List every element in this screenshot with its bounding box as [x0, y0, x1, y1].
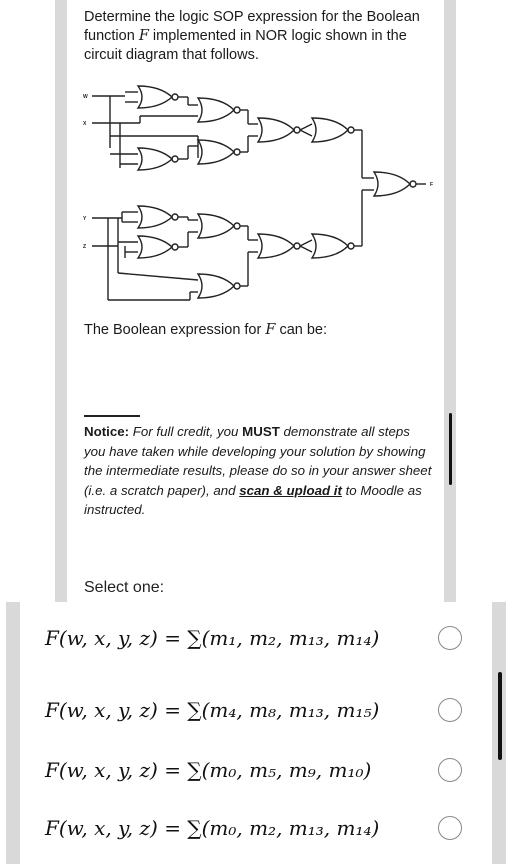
notice-label: Notice: — [84, 424, 130, 439]
option-label: F(w, x, y, z) = ∑(m₀, m₅, m₉, m₁₀) — [45, 758, 372, 782]
notice-text-part: to Moodle as instructed. — [84, 482, 422, 517]
option-label: F(w, x, y, z) = ∑(m₀, m₂, m₁₃, m₁₄) — [45, 816, 380, 840]
output-label-f: F — [430, 182, 434, 188]
option-1[interactable] — [45, 620, 475, 656]
radio-button[interactable] — [438, 698, 462, 722]
notice-text — [84, 422, 432, 520]
option-3[interactable] — [45, 752, 475, 788]
input-label-w: W — [83, 94, 88, 100]
question-text-part: implemented in NOR logic shown in the circuit diagram that follows. — [84, 28, 407, 63]
function-name: F — [138, 28, 149, 44]
options-panel — [0, 602, 512, 864]
answer-prompt-part: can be: — [275, 322, 328, 338]
radio-button[interactable] — [438, 816, 462, 840]
function-name: F — [265, 322, 276, 338]
select-one-label: Select one: — [84, 579, 165, 596]
input-label-x: X — [83, 121, 87, 127]
left-margin-bar — [6, 602, 20, 864]
input-label-y: Y — [83, 216, 87, 222]
option-label: F(w, x, y, z) = ∑(m₄, m₈, m₁₃, m₁₅) — [45, 698, 380, 722]
scrollbar-thumb[interactable] — [498, 672, 502, 760]
question-text — [84, 8, 424, 65]
input-label-z: Z — [83, 244, 87, 250]
scan-upload-link[interactable]: scan & upload it — [239, 482, 342, 498]
notice-emphasis: MUST — [242, 424, 280, 439]
notice-text-part: demonstrate all steps you have taken while developing your solution by showing the intermediate results, please do so in your answer sheet (i.e. a scratch paper), and — [84, 424, 432, 498]
option-4[interactable] — [45, 810, 475, 846]
divider — [84, 415, 140, 417]
radio-button[interactable] — [438, 626, 462, 650]
radio-button[interactable] — [438, 758, 462, 782]
question-text-part: Determine the logic SOP expression for the Boolean function — [84, 9, 420, 44]
scrollbar-thumb[interactable] — [449, 413, 452, 485]
answer-prompt — [84, 322, 327, 338]
nor-circuit-diagram — [80, 78, 440, 310]
notice-text-part: For full credit, you — [129, 424, 243, 439]
answer-prompt-part: The Boolean expression for — [84, 322, 266, 338]
option-label: F(w, x, y, z) = ∑(m₁, m₂, m₁₃, m₁₄) — [45, 626, 380, 650]
left-margin-bar — [55, 0, 67, 602]
option-2[interactable] — [45, 692, 475, 728]
scrollbar-track[interactable] — [444, 0, 456, 602]
